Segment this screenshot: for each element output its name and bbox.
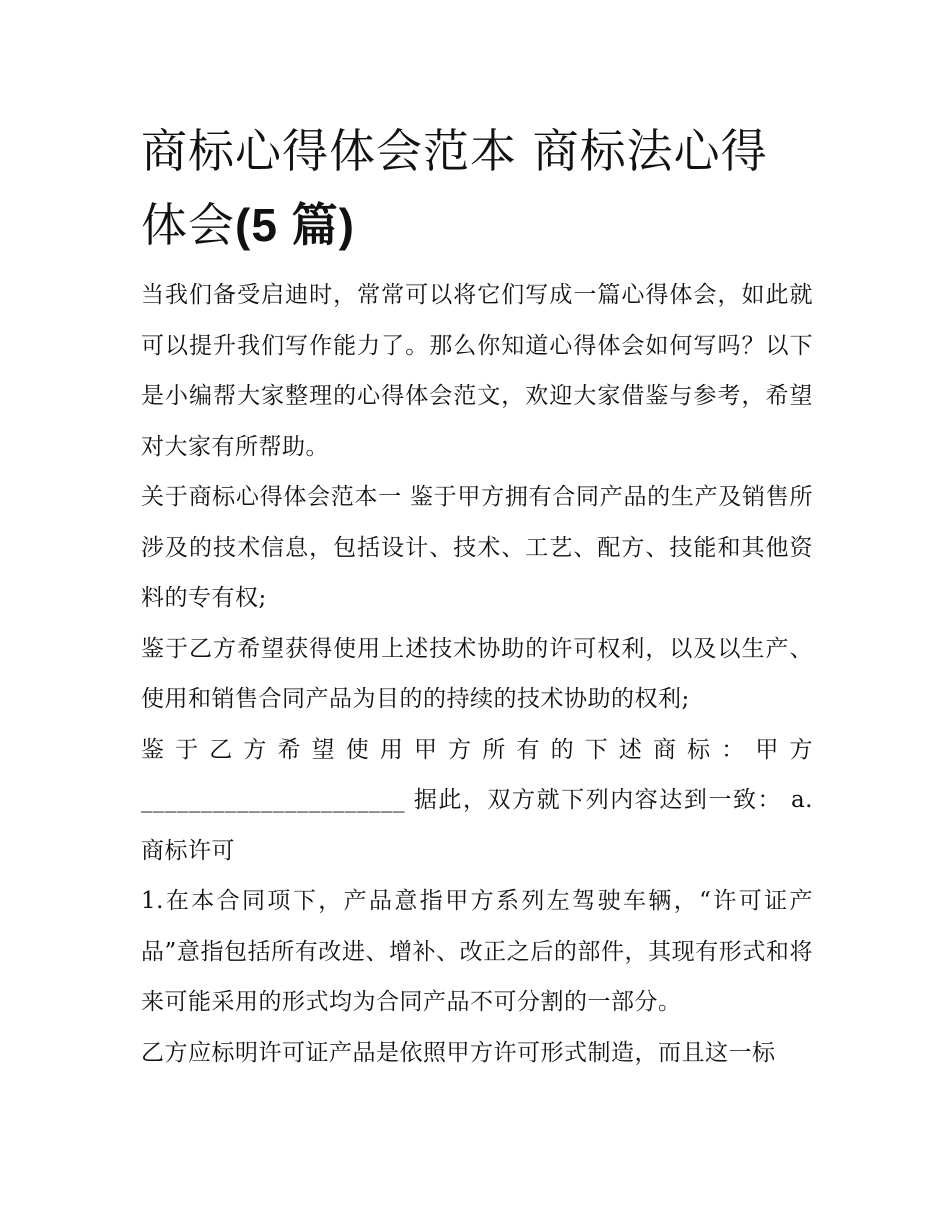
paragraph-intro: 当我们备受启迪时，常常可以将它们写成一篇心得体会，如此就可以提升我们写作能力了。那么你知道心得体会如何写吗？以下是小编帮大家整理的心得体会范文，欢迎大家借鉴与参考，希望对大家有所帮助。 [141, 282, 813, 460]
title-text: 商标心得体会范本 商标法心得体会 [141, 124, 768, 252]
paragraph-clause-3: 鉴于乙方希望使用甲方所有的下述商标：甲方 ______________________ 据此，双方就下列内容达到一致： a. 商标许可 [141, 736, 813, 864]
document-body [141, 114, 813, 1078]
paragraph-clause-1: 关于商标心得体会范本一 鉴于甲方拥有合同产品的生产及销售所涉及的技术信息，包括设计、技术、工艺、配方、技能和其他资料的专有权; [141, 484, 813, 611]
title-count: (5 篇) [235, 199, 355, 251]
paragraph-item-2: 乙方应标明许可证产品是依照甲方许可形式制造，而且这一标 [141, 1039, 776, 1066]
paragraph-clause-2: 鉴于乙方希望获得使用上述技术协助的许可权利，以及以生产、使用和销售合同产品为目的的持续的技术协助的权利; [141, 635, 813, 712]
document-title [141, 114, 813, 262]
paragraph-item-1: 1.在本合同项下，产品意指甲方系列左驾驶车辆，“许可证产品”意指包括所有改进、增补、改正之后的部件，其现有形式和将来可能采用的形式均为合同产品不可分割的一部分。 [141, 888, 813, 1015]
